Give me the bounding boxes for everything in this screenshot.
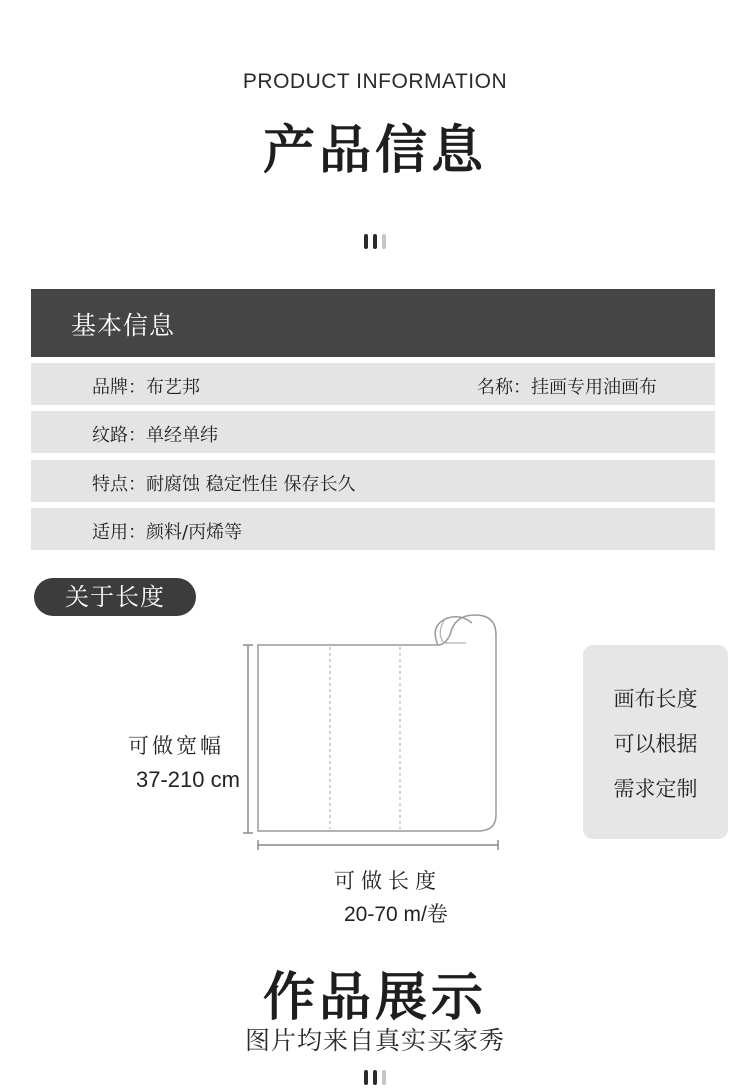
note-line-3: 需求定制: [613, 777, 698, 801]
custom-length-note: [583, 645, 728, 839]
canvas-roll-illustration: [240, 605, 510, 855]
usage-text: 适用：颜料/丙烯等: [92, 522, 243, 543]
divider-bars-icon-bottom: [0, 1070, 750, 1085]
texture-text: 纹路：单经单纬: [92, 425, 218, 446]
features-text: 特点：耐腐蚀 稳定性佳 保存长久: [92, 474, 356, 495]
length-value: 20-70 m/卷: [344, 903, 448, 926]
showcase-title: 作品展示: [262, 968, 487, 1028]
width-label: 可做宽幅: [128, 734, 224, 758]
page-title: 产品信息: [262, 121, 487, 181]
about-length-badge: 关于长度: [34, 578, 196, 616]
note-line-1: 画布长度: [613, 687, 698, 711]
width-value: 37-210 cm: [136, 767, 240, 792]
basic-info-header: [31, 289, 715, 357]
product-name-text: 名称：挂画专用油画布: [477, 377, 657, 398]
showcase-subtitle: 图片均来自真实买家秀: [244, 1026, 505, 1055]
info-row-features: [31, 460, 715, 502]
info-row-usage: [31, 508, 715, 550]
info-row-texture: [31, 411, 715, 453]
info-row-brand: [31, 363, 715, 405]
brand-text: 品牌：布艺邦: [92, 377, 200, 398]
basic-info-title: 基本信息: [71, 311, 176, 340]
english-title: PRODUCT INFORMATION: [242, 70, 508, 93]
length-label: 可做长度: [334, 869, 442, 893]
divider-bars-icon: [0, 234, 750, 249]
note-line-2: 可以根据: [613, 732, 698, 756]
